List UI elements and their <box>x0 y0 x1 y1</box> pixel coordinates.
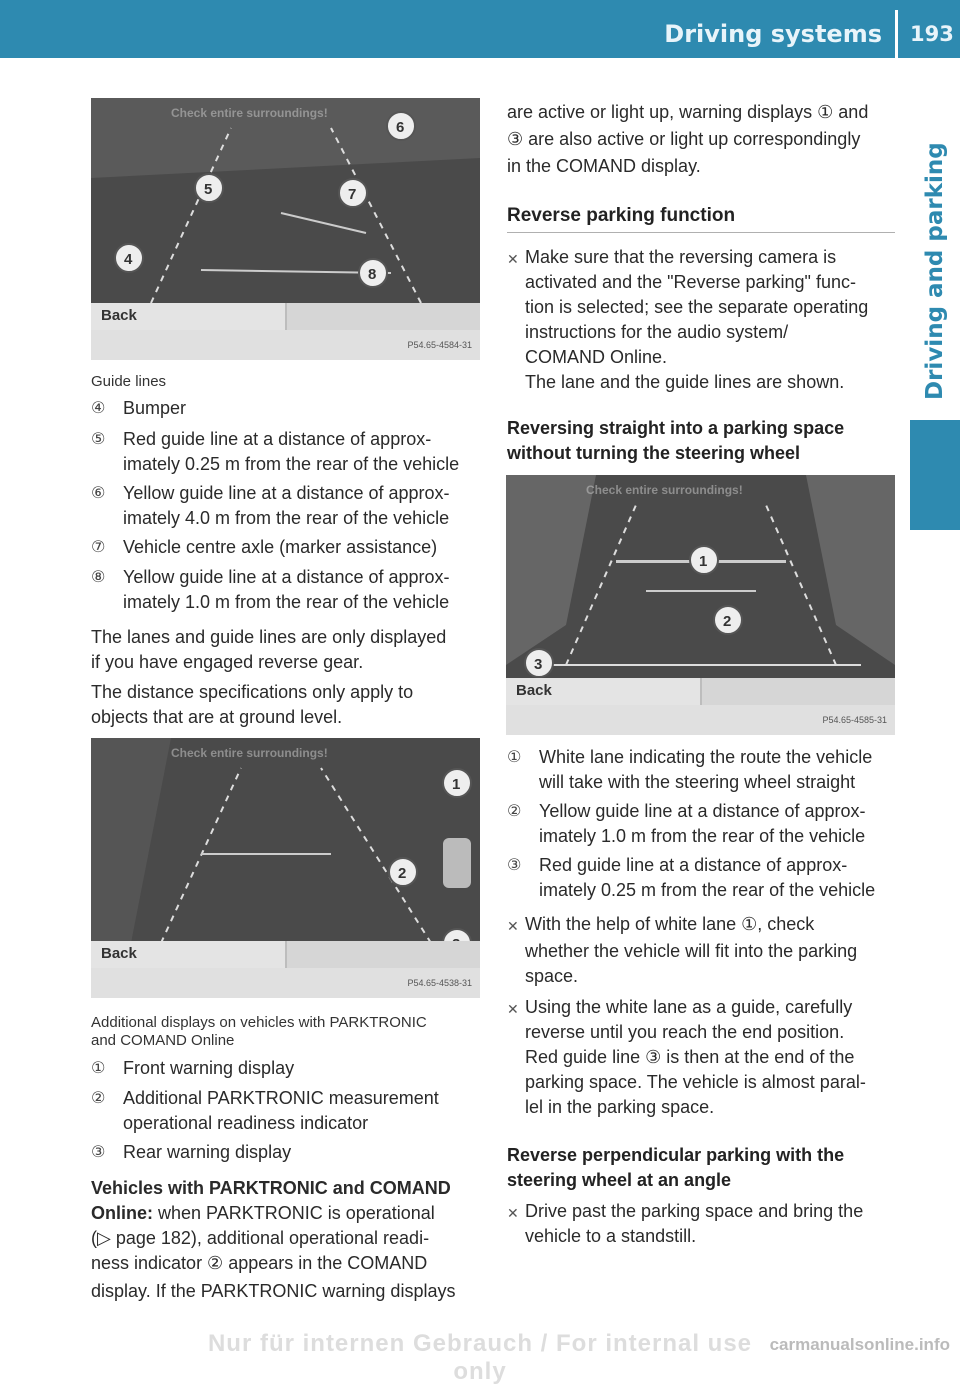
legend-text-line: imately 1.0 m from the rear of the vehicle <box>539 826 866 846</box>
bold-lead: Online: <box>91 1203 153 1223</box>
figure-caption-line: and COMAND Online <box>91 1032 235 1049</box>
marker-8: 8 <box>368 266 377 283</box>
figure-code: P54.65-4585-31 <box>506 705 895 735</box>
legend-item <box>91 481 491 531</box>
step-line: Drive past the parking space and bring the <box>525 1201 864 1221</box>
legend-item <box>91 1140 491 1165</box>
legend-text: Bumper <box>123 398 187 418</box>
step-line: activated and the "Reverse parking" func- <box>525 272 856 292</box>
legend-number: ① <box>91 1060 106 1077</box>
body-line: are active or light up, warning displays ① and <box>507 102 869 122</box>
subheading: steering wheel at an angle <box>507 1170 732 1190</box>
body-line: ③ are also active or light up correspondingly <box>507 129 861 149</box>
subheading: without turning the steering wheel <box>507 443 801 463</box>
legend-text-line: Yellow guide line at a distance of approx- <box>539 801 866 821</box>
instruction-step <box>507 245 897 395</box>
body-line: The distance specifications only apply to <box>91 682 414 702</box>
back-button: Back <box>91 303 287 330</box>
legend-number: ⑧ <box>91 569 106 586</box>
step-line: parking space. The vehicle is almost paral- <box>525 1072 866 1092</box>
legend-item <box>507 745 907 795</box>
step-arrow-icon: ✕ <box>507 1001 519 1017</box>
section-title: Driving systems <box>664 20 882 48</box>
page-number: 193 <box>910 22 954 46</box>
legend-text-line: White lane indicating the route the vehicle <box>539 747 873 767</box>
step-line: With the help of white lane ①, check <box>525 914 815 934</box>
legend-number: ④ <box>91 400 106 417</box>
legend-text-line: operational readiness indicator <box>123 1113 369 1133</box>
bold-lead: Vehicles with PARKTRONIC and COMAND <box>91 1178 451 1198</box>
instruction-step <box>507 912 897 987</box>
header-bar <box>0 0 960 58</box>
step-line: COMAND Online. <box>525 347 668 367</box>
step-line: lel in the parking space. <box>525 1097 715 1117</box>
legend-text: Front warning display <box>123 1058 295 1078</box>
camera-warning-overlay: Check entire surroundings! <box>171 746 328 760</box>
figure-caption-line: Additional displays on vehicles with PARKTRONIC <box>91 1014 427 1031</box>
legend-text-line: will take with the steering wheel straight <box>539 772 856 792</box>
legend-number: ③ <box>91 1144 106 1161</box>
marker-2: 2 <box>723 613 732 630</box>
legend-item <box>91 1086 491 1136</box>
body-line: display. If the PARKTRONIC warning displays <box>91 1281 456 1301</box>
body-line: ness indicator ② appears in the COMAND <box>91 1253 428 1273</box>
figure-code: P54.65-4538-31 <box>91 968 480 998</box>
legend-item <box>91 427 491 477</box>
legend-number: ② <box>91 1090 106 1107</box>
camera-warning-overlay: Check entire surroundings! <box>586 483 743 497</box>
step-line: Make sure that the reversing camera is <box>525 247 837 267</box>
legend-number: ⑥ <box>91 485 106 502</box>
step-line: space. <box>525 966 579 986</box>
legend-item <box>91 1056 491 1081</box>
step-line: vehicle to a standstill. <box>525 1226 697 1246</box>
section-heading: Reverse parking function <box>507 205 736 226</box>
body-line: in the COMAND display. <box>507 156 701 176</box>
back-button: Back <box>91 941 287 968</box>
step-arrow-icon: ✕ <box>507 918 519 934</box>
body-line <box>91 1201 435 1226</box>
legend-text-line: Yellow guide line at a distance of approx- <box>123 567 450 587</box>
legend-item <box>507 853 907 903</box>
legend-text-line: imately 4.0 m from the rear of the vehicle <box>123 508 450 528</box>
marker-6: 6 <box>396 119 405 136</box>
legend-text-line: imately 0.25 m from the rear of the vehicle <box>539 880 876 900</box>
body-text: when PARKTRONIC is operational <box>153 1203 435 1223</box>
step-line: Using the white lane as a guide, carefully <box>525 997 853 1017</box>
legend-number: ⑤ <box>91 431 106 448</box>
heading-rule <box>507 232 895 233</box>
body-line: (▷ page 182), additional operational readi- <box>91 1228 430 1248</box>
legend-number: ① <box>507 749 522 766</box>
legend-text: Vehicle centre axle (marker assistance) <box>123 537 438 557</box>
legend-item <box>91 396 491 421</box>
legend-text-line: Additional PARKTRONIC measurement <box>123 1088 439 1108</box>
marker-3: 3 <box>534 656 543 673</box>
side-tab-label: Driving and parking <box>922 142 948 400</box>
body-line: if you have engaged reverse gear. <box>91 652 364 672</box>
legend-text-line: imately 0.25 m from the rear of the vehicle <box>123 454 460 474</box>
figure-reversing-straight <box>506 475 895 735</box>
legend-text-line: imately 1.0 m from the rear of the vehicle <box>123 592 450 612</box>
legend-number: ② <box>507 803 522 820</box>
step-line: whether the vehicle will fit into the parking <box>525 941 858 961</box>
marker-5: 5 <box>204 181 213 198</box>
camera-warning-overlay: Check entire surroundings! <box>171 106 328 120</box>
legend-text-line: Red guide line at a distance of approx- <box>539 855 848 875</box>
step-line: instructions for the audio system/ <box>525 322 789 342</box>
step-line: The lane and the guide lines are shown. <box>525 372 845 392</box>
marker-1: 1 <box>452 776 461 793</box>
header-divider <box>895 10 898 58</box>
figure-guide-lines <box>91 98 480 358</box>
side-tab-marker <box>910 420 960 530</box>
legend-item <box>91 535 491 560</box>
step-line: reverse until you reach the end position. <box>525 1022 845 1042</box>
step-arrow-icon: ✕ <box>507 251 519 267</box>
marker-1: 1 <box>699 553 708 570</box>
step-arrow-icon: ✕ <box>507 1205 519 1221</box>
legend-number: ⑦ <box>91 539 106 556</box>
legend-text-line: Red guide line at a distance of approx- <box>123 429 432 449</box>
back-button: Back <box>506 678 702 705</box>
figure-code: P54.65-4584-31 <box>91 330 480 360</box>
body-line: objects that are at ground level. <box>91 707 343 727</box>
footer-site: carmanualsonline.info <box>769 1335 950 1354</box>
figure-parktronic-displays <box>91 738 480 998</box>
body-line <box>91 1176 451 1201</box>
legend-text: Rear warning display <box>123 1142 292 1162</box>
instruction-step <box>507 995 897 1120</box>
step-line: tion is selected; see the separate operating <box>525 297 869 317</box>
legend-item <box>507 799 907 849</box>
footer-watermark: Nur für internen Gebrauch / For internal use only <box>207 1330 753 1385</box>
marker-4: 4 <box>124 251 133 268</box>
figure-caption: Guide lines <box>91 373 167 390</box>
legend-number: ③ <box>507 857 522 874</box>
legend-text-line: Yellow guide line at a distance of approx- <box>123 483 450 503</box>
subheading: Reverse perpendicular parking with the <box>507 1145 845 1165</box>
step-line: Red guide line ③ is then at the end of the <box>525 1047 855 1067</box>
legend-item <box>91 565 491 615</box>
subheading: Reversing straight into a parking space <box>507 418 845 438</box>
marker-7: 7 <box>348 186 357 203</box>
instruction-step <box>507 1199 897 1249</box>
marker-2: 2 <box>398 865 407 882</box>
body-line: The lanes and guide lines are only displayed <box>91 627 447 647</box>
